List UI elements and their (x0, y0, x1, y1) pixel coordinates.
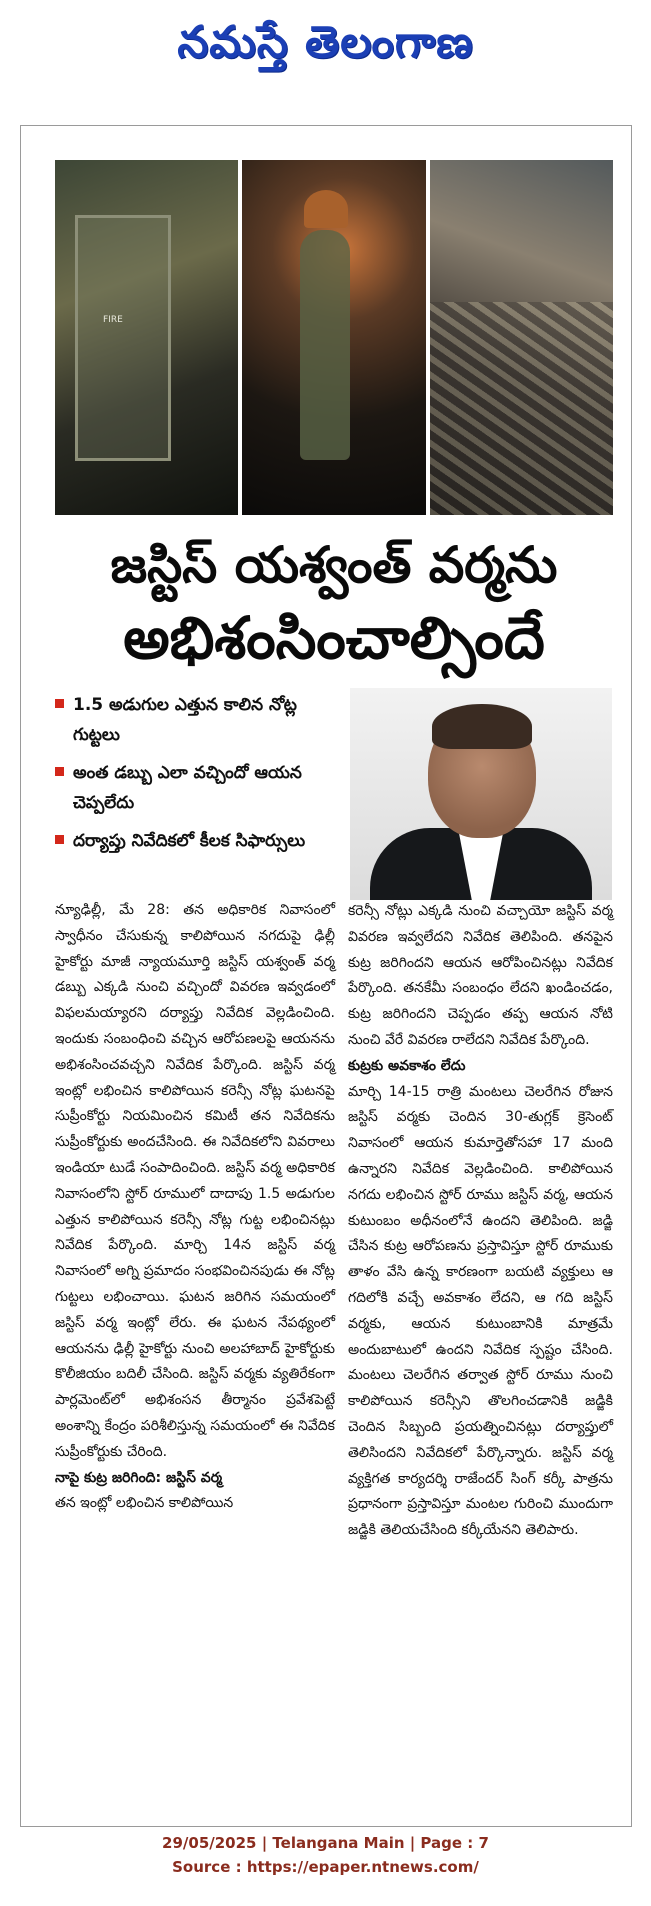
article-paragraph: న్యూఢిల్లీ, మే 28: తన అధికారిక నివాసంలో స్వాధీనం చేసుకున్న కాలిపోయిన నగదుపై ఢిల్లీ హైకోర్టు మాజీ న్యాయమూర్తి జస్టిస్ యశ్వంత్ వర్మ డబ్బు ఎక్కడి నుంచి వచ్చిందో వివరణ ఇవ్వడంలో విఫలమయ్యారని దర్యాప్తు నివేదిక వెల్లడించింది. ఇందుకు సంబంధించి వచ్చిన ఆరోపణలపై ఆయనను అభిశంసించవచ్చని నివేదిక పేర్కొంది. జస్టిస్ వర్మ ఇంట్లో లభించిన కాలిపోయిన కరెన్సీ నోట్ల ఘటనపై సుప్రీంకోర్టు నియమించిన కమిటీ తన నివేదికను సుప్రీంకోర్టుకు అందచేసింది. ఈ నివేదికలోని వివరాలు ఇండియా టుడే సంపాదించింది. జస్టిస్ వర్మ అధికారిక నివాసంలోని స్టోర్ రూములో దాదాపు 1.5 అడుగుల ఎత్తున కాలిపోయిన కరెన్సీ నోట్ల గుట్ట లభించినట్లు నివేదిక పేర్కొంది. మార్చి 14న జస్టిస్ వర్మ నివాసంలో అగ్ని ప్రమాదం సంభవించినపుడు ఈ నోట్ల గుట్టలు లభించాయి. ఘటన జరిగిన సమయంలో జస్టిస్ వర్మ ఇంట్లో లేరు. ఈ ఘటన నేపథ్యంలో ఆయనను ఢిల్లీ హైకోర్టు నుంచి అలహాబాద్ హైకోర్టుకు కొలీజియం బదిలీ చేసింది. జస్టిస్ వర్మకు వ్యతిరేకంగా పార్లమెంట్‌లో అభిశంసన తీర్మానం ప్రవేశపెట్టే అంశాన్ని కేంద్రం పరిశీలిస్తున్న సమయంలో ఈ నివేదిక సుప్రీంకోర్టుకు చేరింది. (55, 902, 335, 1460)
door-outline (75, 215, 171, 461)
door-fire-sign: FIRE (103, 315, 123, 325)
photo-strip (55, 160, 613, 515)
article-paragraph: కరెన్సీ నోట్లు ఎక్కడి నుంచి వచ్చాయో జస్టిస్ వర్మ వివరణ ఇవ్వలేదని నివేదిక తెలిపింది. తనపైన కుట్ర జరిగిందని ఆయన ఆరోపించినట్లు నివేదిక పేర్కొంది. తనకేమీ సంబంధం లేదని ఖండించడం, కుట్ర జరిగిందని చెప్పడం తప్ప ఆయన నోటి నుంచి వేరే వివరణ రాలేదని నివేదిక పేర్కొంది. (348, 903, 613, 1048)
headline-line-1: జస్టిస్ యశ్వంత్ వర్మను (110, 536, 558, 594)
highlight-item (55, 758, 340, 818)
article-subhead: కుట్రకు అవకాశం లేదు (348, 1057, 466, 1074)
photo-burnt-room-door (55, 160, 238, 515)
masthead (0, 0, 651, 95)
photo-burnt-currency (430, 160, 613, 515)
portrait-hair (432, 704, 532, 749)
red-square-bullet-icon (55, 699, 64, 708)
headline-line-2: అభిశంసించాల్సిందే (123, 604, 545, 672)
footer-date-page: 29/05/2025 | Telangana Main | Page : 7 (162, 1834, 489, 1852)
article-column-left (55, 898, 335, 1517)
article-paragraph: మార్చి 14-15 రాత్రి మంటలు చెలరేగిన రోజున జస్టిస్ వర్మకు చెందిన 30-తుగ్లక్ క్రెసెంట్ నివాసంలో ఆయన కుమార్తెతోసహా 17 మంది ఉన్నారని నివేదిక వెల్లడించింది. కాలిపోయిన నగదు లభించిన స్టోర్ రూము జస్టిస్ వర్మ, ఆయన కుటుంబం అధీనంలోనే ఉందని తెలిపింది. జడ్జి చేసిన కుట్ర ఆరోపణను ప్రస్తావిస్తూ స్టోర్ రూముకు తాళం వేసి ఉన్న కారణంగా బయటి వ్యక్తులు ఆ గదిలోకి వచ్చే అవకాశం లేదని, ఆ గది జస్టిస్ వర్మకు, ఆయన కుటుంబానికి మాత్రమే అందుబాటులో ఉందని నివేదిక స్పష్టం చేసింది. మంటలు చెలరేగిన తర్వాత స్టోర్ రూము నుంచి కాలిపోయిన కరెన్సీని తొలగించడానికి జడ్జికి చెందిన సిబ్బంది ప్రయత్నించినట్లు దర్యాప్తులో తెలిసిందని నివేదికలో పేర్కొన్నారు. జస్టిస్ వర్మ వ్యక్తిగత కార్యదర్శి రాజేందర్ సింగ్ కర్కీ పాత్రను ప్రధానంగా ప్రస్తావిస్తూ మంటల గురించి ముందుగా జడ్జికి తెలియచేసింది కర్కీయేనని తెలిపారు. (348, 1083, 613, 1539)
red-square-bullet-icon (55, 835, 64, 844)
burnt-notes-pile (430, 302, 613, 515)
firefighter-figure (300, 230, 350, 460)
photo-firefighter (242, 160, 425, 515)
firefighter-helmet (304, 190, 348, 228)
highlight-text: దర్యాప్తు నివేదికలో కీలక సిఫార్సులు (73, 831, 306, 851)
highlight-item (55, 690, 340, 750)
highlight-text: అంత డబ్బు ఎలా వచ్చిందో ఆయన చెప్పలేదు (73, 763, 302, 813)
article-paragraph: తన ఇంట్లో లభించిన కాలిపోయిన (55, 1495, 234, 1512)
highlight-item (55, 826, 340, 856)
portrait-justice-varma (350, 688, 612, 900)
footer-source-link[interactable]: Source : https://epaper.ntnews.com/ (172, 1858, 479, 1876)
article-column-right (348, 899, 613, 1544)
article-subhead: నాపై కుట్ర జరిగింది: జస్టిస్ వర్మ (55, 1469, 223, 1486)
highlights-list (55, 690, 340, 864)
newspaper-logo: నమస్తే తెలంగాణ (177, 16, 474, 68)
red-square-bullet-icon (55, 767, 64, 776)
highlight-text: 1.5 అడుగుల ఎత్తున కాలిన నోట్ల గుట్టలు (73, 695, 297, 745)
